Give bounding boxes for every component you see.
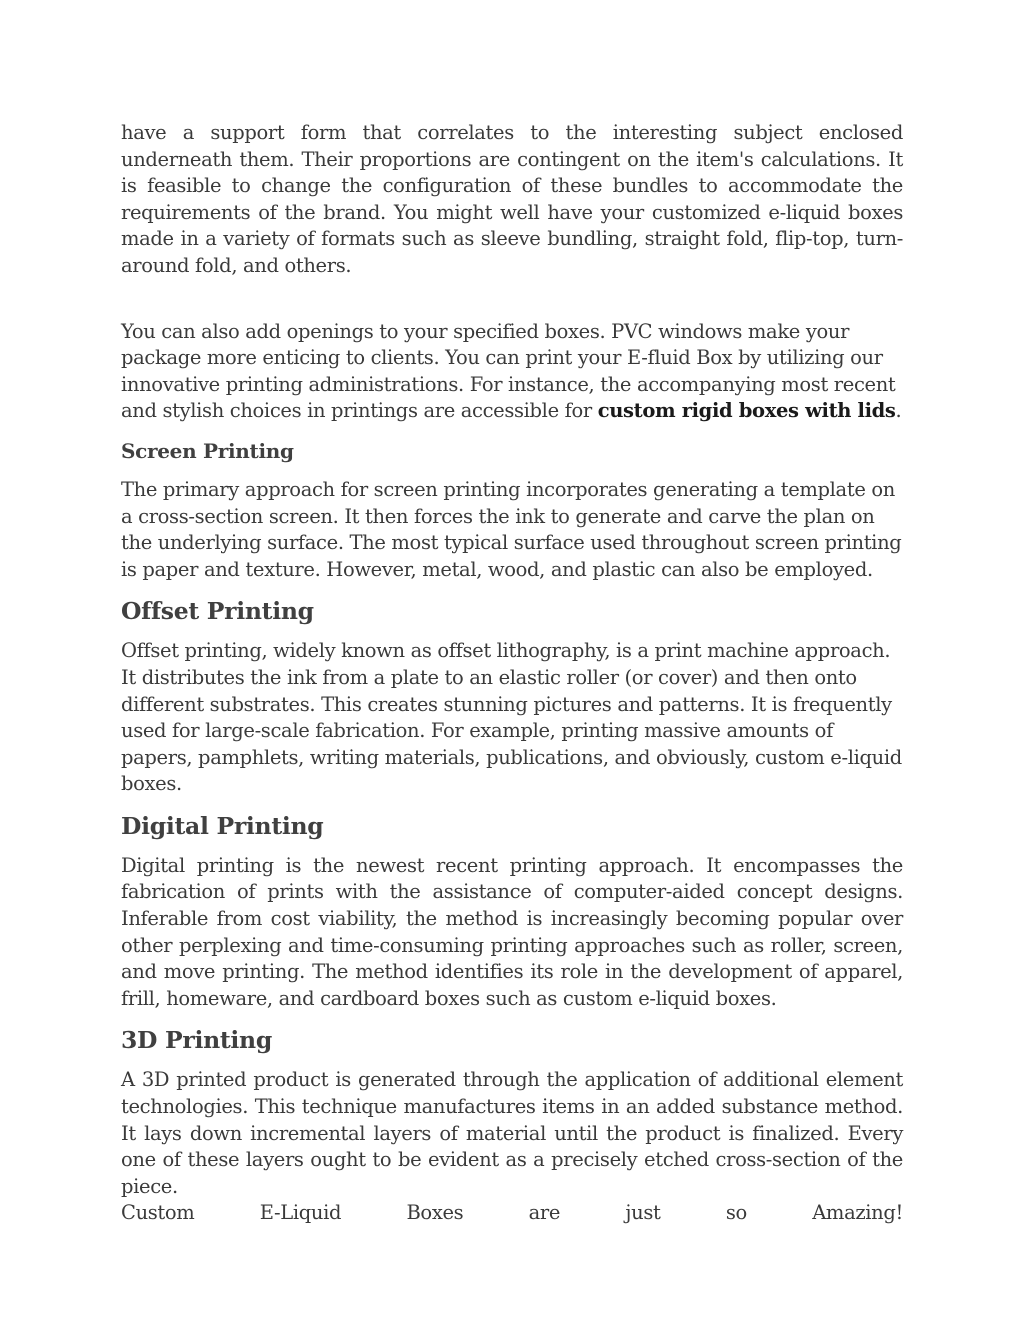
closing-word: E-Liquid <box>259 1201 342 1225</box>
closing-word: Amazing! <box>812 1201 903 1225</box>
offset-printing-heading: Offset Printing <box>121 597 314 626</box>
screen-printing-paragraph: The primary approach for screen printing incorporates generating a template on a cross-section screen. It then forces the ink to generate and carve the plan on the underlying surface. The most typical surface used throughout screen printing is paper and texture. However, metal, wood, and plastic can also be employed. <box>121 477 902 581</box>
closing-word: Custom <box>121 1201 195 1225</box>
openings-text: You can also add openings to your specified boxes. PVC windows make your package more enticing to clients. You can print your E-fluid Box by utilizing our innovative printing administrations. For instance, the accompanying most recent and stylish choices in printings are accessible for <box>121 319 896 423</box>
3d-printing-paragraph: A 3D printed product is generated through the application of additional element technologies. This technique manufactures items in an added substance method. It lays down incremental layers of material until the product is finalized. Every one of these layers ought to be evident as a precisely etched cross-section of the piece. <box>121 1068 903 1198</box>
screen-printing-heading: Screen Printing <box>121 438 294 463</box>
closing-word: Boxes <box>406 1201 464 1225</box>
document-page <box>121 120 903 1227</box>
closing-line <box>121 1200 903 1227</box>
3d-printing-heading: 3D Printing <box>121 1026 272 1055</box>
offset-printing-paragraph: Offset printing, widely known as offset lithography, is a print machine approach. It distributes the ink from a plate to an elastic roller (or cover) and then onto different substrates. This creates stunning pictures and patterns. It is frequently used for large-scale fabrication. For example, printing massive amounts of papers, pamphlets, writing materials, publications, and obviously, custom e-liquid boxes. <box>121 639 902 796</box>
digital-printing-heading: Digital Printing <box>121 811 324 840</box>
intro-paragraph: have a support form that correlates to the interesting subject enclosed underneath them. Their proportions are contingent on the item's calculations. It is feasible to change the configuration of these bundles to accommodate the requirements of the brand. You might well have your customized e-liquid boxes made in a variety of formats such as sleeve bundling, straight fold, flip-top, turn-around fold, and others. <box>121 121 903 277</box>
openings-paragraph <box>121 319 903 425</box>
closing-word: so <box>725 1201 747 1225</box>
digital-printing-paragraph: Digital printing is the newest recent printing approach. It encompasses the fabrication of prints with the assistance of computer-aided concept designs. Inferable from cost viability, the method is increasingly becoming popular over other perplexing and time-consuming printing approaches such as roller, screen, and move printing. The method identifies its role in the development of apparel, frill, homeware, and cardboard boxes such as custom e-liquid boxes. <box>121 853 903 1010</box>
rigid-boxes-bold-link: custom rigid boxes with lids <box>597 399 896 423</box>
closing-word: are <box>528 1201 561 1225</box>
closing-word: just <box>625 1201 661 1225</box>
openings-period: . <box>895 399 902 423</box>
